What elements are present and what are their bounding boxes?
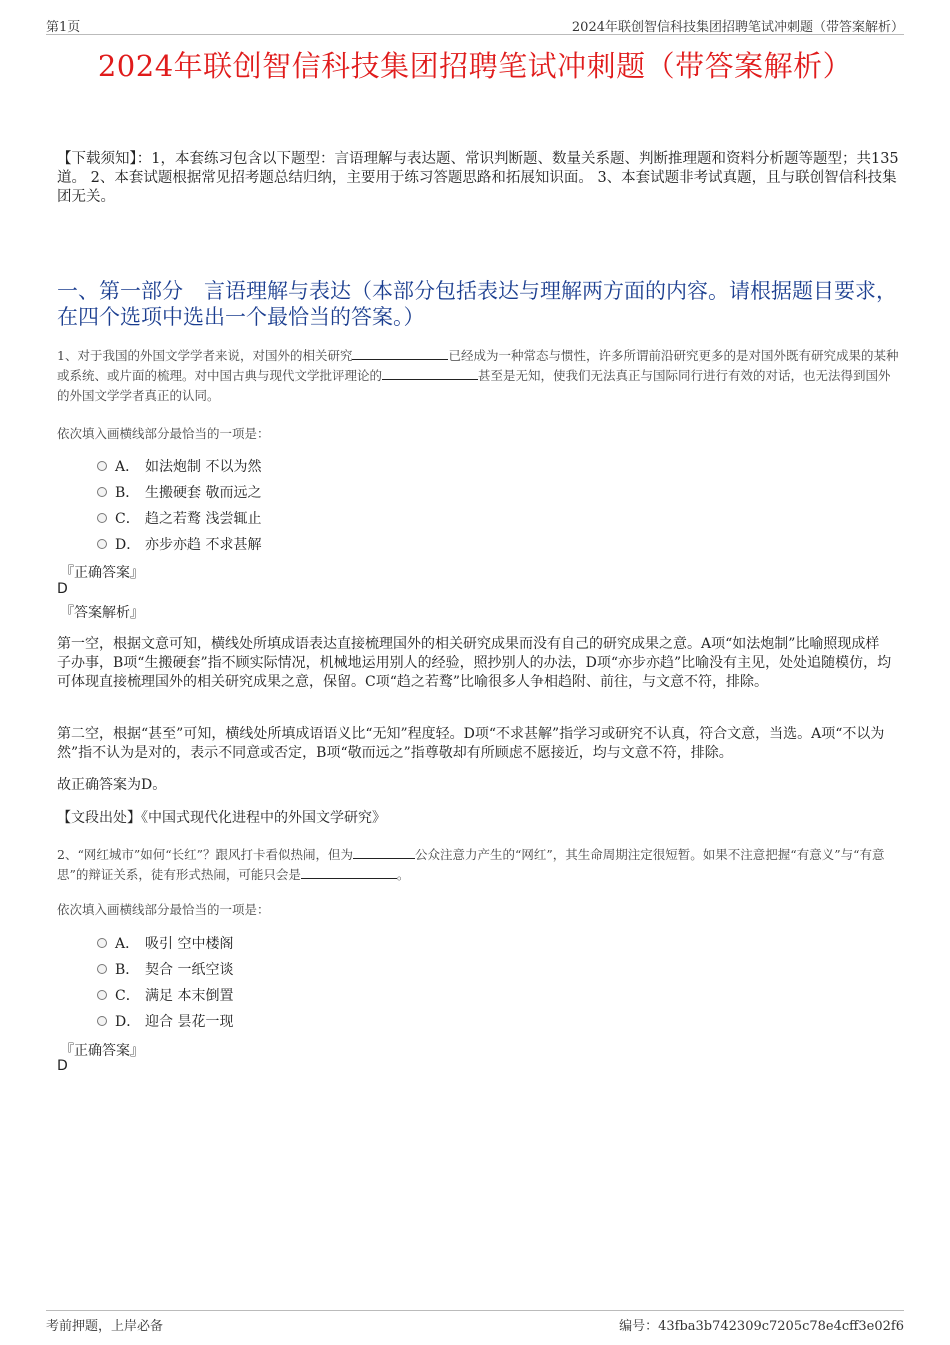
- option-text: 契合 一纸空谈: [145, 962, 234, 978]
- q1-blank-1: [352, 346, 448, 360]
- radio-icon[interactable]: [97, 1016, 107, 1026]
- footer-doc-id: 编号：43fba3b742309c7205c78e4cff3e02f6: [619, 1319, 904, 1334]
- q1-option-b[interactable]: [97, 479, 261, 505]
- option-key: C．: [115, 988, 140, 1004]
- q2-blank-2: [301, 865, 397, 879]
- q1-text-part-2: 已经成为一种常态与惯性，许多所谓前沿研究更多的是对国外既有研究成果的某种或系统、或片面的梳理。对中国古典与现代文学批评理论的: [57, 348, 899, 383]
- download-notice: 【下载须知】：1，本套练习包含以下题型：言语理解与表达题、常识判断题、数量关系题、判断推理题和资料分析题等题型；共135道。 2、本套试题根据常见招考题总结归纳，主要用于练习答题思路和拓展知识面。 3、本套试题非考试真题，且与联创智信科技集团无关。: [57, 151, 899, 205]
- radio-icon[interactable]: [97, 487, 107, 497]
- option-text: 趋之若鹜 浅尝辄止: [145, 511, 262, 527]
- q1-options: [97, 453, 261, 557]
- option-text: 满足 本末倒置: [145, 988, 234, 1004]
- option-key: B．: [115, 962, 140, 978]
- q2-option-c[interactable]: [97, 982, 233, 1008]
- option-key: A．: [115, 459, 140, 475]
- option-text: 迎合 昙花一现: [145, 1014, 234, 1030]
- option-key: C．: [115, 511, 140, 527]
- q1-text-part-3: 甚至是无知，使我们无法真正与国际同行进行有效的对话，也无法得到国外的外国文学学者真正的认同。: [57, 368, 891, 403]
- question-1-text: [57, 346, 899, 406]
- option-key: D．: [115, 1014, 141, 1030]
- q1-option-a[interactable]: [97, 453, 261, 479]
- q2-text-part-3: 。: [396, 867, 410, 882]
- footer-slogan: 考前押题，上岸必备: [46, 1319, 164, 1334]
- q2-option-a[interactable]: [97, 930, 233, 956]
- q2-instruction: 依次填入画横线部分最恰当的一项是：: [57, 902, 270, 917]
- page-footer: [46, 1310, 904, 1334]
- q1-instruction: 依次填入画横线部分最恰当的一项是：: [57, 426, 270, 441]
- q2-option-b[interactable]: [97, 956, 233, 982]
- section-heading: 一、第一部分 言语理解与表达（本部分包括表达与理解两方面的内容。请根据题目要求，在四个选项中选出一个最恰当的答案。）: [57, 279, 897, 329]
- q1-text-part-1: 1、对于我国的外国文学学者来说，对国外的相关研究: [57, 348, 353, 363]
- q2-blank-1: [353, 845, 415, 859]
- q2-options: [97, 930, 233, 1034]
- q1-answer: D: [57, 581, 68, 597]
- q1-analysis-label: 『答案解析』: [60, 605, 144, 621]
- question-2-text: [57, 845, 899, 885]
- header-doc-title: 2024年联创智信科技集团招聘笔试冲刺题（带答案解析）: [571, 20, 904, 35]
- q1-analysis-paragraph-2: 第二空，根据“甚至”可知，横线处所填成语语义比“无知”程度轻。D项“不求甚解”指学习或研究不认真，符合文意，当选。A项“不以为然”指不认为是对的，表示不同意或否定，B项“敬而远之”指尊敬却有所顾虑不愿接近，均与文意不符，排除。: [57, 726, 885, 761]
- radio-icon[interactable]: [97, 938, 107, 948]
- page-header: [46, 14, 904, 35]
- q1-answer-label: 『正确答案』: [60, 565, 144, 581]
- radio-icon[interactable]: [97, 990, 107, 1000]
- option-key: A．: [115, 936, 140, 952]
- q1-conclusion: 故正确答案为D。: [57, 777, 167, 793]
- option-text: 生搬硬套 敬而远之: [145, 485, 262, 501]
- radio-icon[interactable]: [97, 513, 107, 523]
- option-text: 亦步亦趋 不求甚解: [145, 537, 262, 553]
- q1-option-d[interactable]: [97, 531, 261, 557]
- q1-source: 【文段出处】《中国式现代化进程中的外国文学研究》: [57, 810, 386, 826]
- document-title: 2024年联创智信科技集团招聘笔试冲刺题（带答案解析）: [97, 49, 853, 83]
- q2-option-d[interactable]: [97, 1008, 233, 1034]
- q2-text-part-1: 2、“网红城市”如何“长红”？跟风打卡看似热闹，但为: [57, 847, 354, 862]
- q2-text-part-2: 公众注意力产生的“网红”，其生命周期注定很短暂。如果不注意把握“有意义”与“有意思”的辩证关系，徒有形式热闹，可能只会是: [57, 847, 885, 882]
- q1-blank-2: [382, 366, 478, 380]
- option-key: D．: [115, 537, 141, 553]
- q2-answer-label: 『正确答案』: [60, 1043, 144, 1059]
- radio-icon[interactable]: [97, 461, 107, 471]
- q1-option-c[interactable]: [97, 505, 261, 531]
- option-text: 如法炮制 不以为然: [145, 459, 262, 475]
- q2-answer: D: [57, 1058, 68, 1074]
- page-number: 第1页: [46, 20, 81, 35]
- option-key: B．: [115, 485, 140, 501]
- radio-icon[interactable]: [97, 539, 107, 549]
- radio-icon[interactable]: [97, 964, 107, 974]
- q1-analysis-paragraph-1: 第一空，根据文意可知，横线处所填成语表达直接梳理国外的相关研究成果而没有自己的研究成果之意。A项“如法炮制”比喻照现成样子办事，B项“生搬硬套”指不顾实际情况，机械地运用别人的经验，照抄别人的办法，D项“亦步亦趋”比喻没有主见，处处追随模仿，均可体现直接梳理国外的相关研究成果之意，保留。C项“趋之若鹜”比喻很多人争相趋附、前往，与文意不符，排除。: [57, 636, 892, 690]
- option-text: 吸引 空中楼阁: [145, 936, 234, 952]
